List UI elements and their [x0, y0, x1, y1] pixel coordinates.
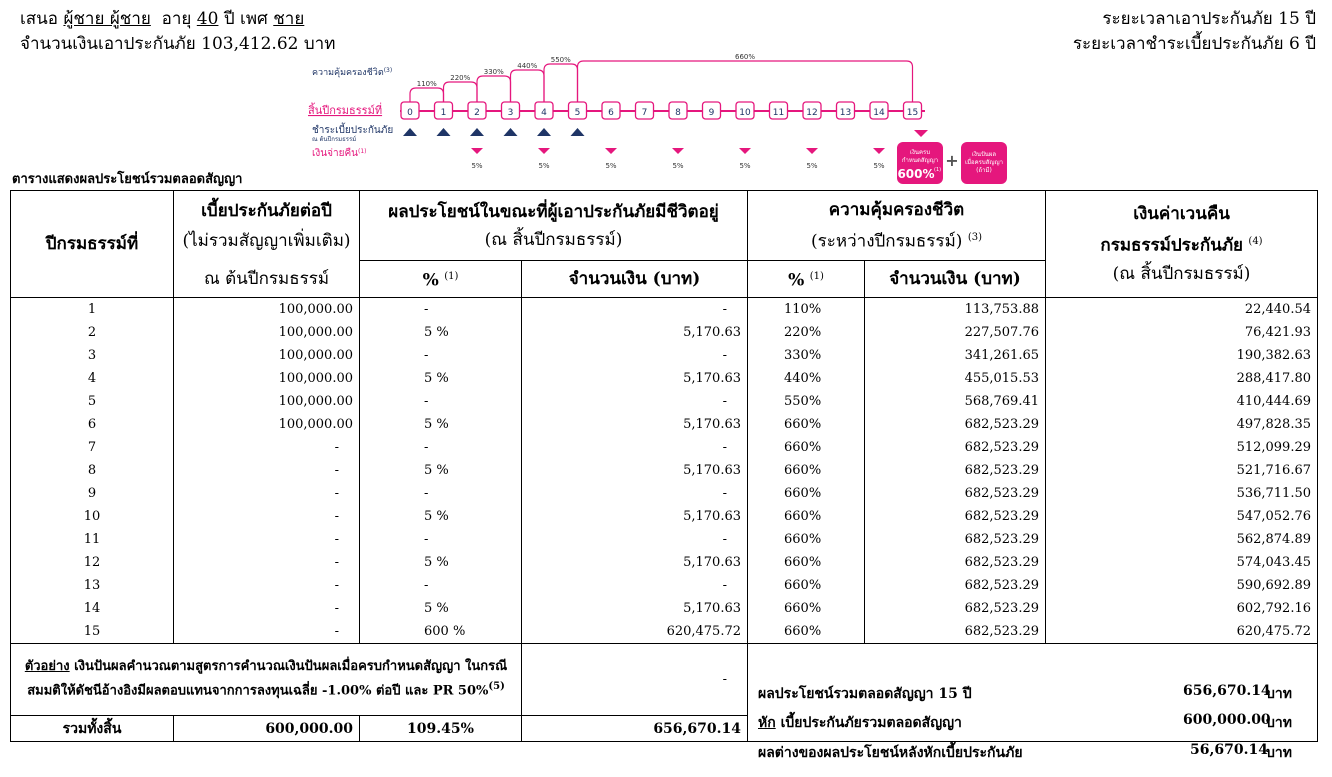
- cell-benefit-amount: 5,170.63: [522, 413, 748, 436]
- cell-year: 15: [11, 620, 174, 644]
- protection-arc: [410, 88, 444, 102]
- summary-line3-value: 56,670.14: [1190, 742, 1268, 758]
- year-label: 8: [675, 108, 681, 118]
- cell-year: 9: [11, 482, 174, 505]
- table-row: [11, 459, 1318, 482]
- table-row: [11, 528, 1318, 551]
- cell-benefit-amount: 5,170.63: [522, 321, 748, 344]
- cell-protection-amount: 113,753.88: [865, 298, 1046, 322]
- cell-protection-pct: 660%: [748, 528, 865, 551]
- protection-pct: 660%: [734, 53, 756, 61]
- cell-premium: -: [174, 528, 360, 551]
- cell-surrender-value: 547,052.76: [1046, 505, 1318, 528]
- cell-protection-pct: 660%: [748, 574, 865, 597]
- protection-pct: 110%: [416, 80, 437, 88]
- cell-protection-pct: 330%: [748, 344, 865, 367]
- cell-benefit-pct: -: [360, 574, 522, 597]
- table-row: [11, 597, 1318, 620]
- cell-surrender-value: 590,692.89: [1046, 574, 1318, 597]
- cashback-marker: [806, 148, 818, 154]
- summary-line2-unit: บาท: [1266, 715, 1292, 731]
- cell-premium: -: [174, 505, 360, 528]
- year-label: 6: [608, 108, 614, 118]
- maturity-line1: เงินครบ: [909, 149, 931, 156]
- table-row: [11, 367, 1318, 390]
- cell-year: 7: [11, 436, 174, 459]
- table-row: [11, 482, 1318, 505]
- cell-benefit-pct: 5 %: [360, 321, 522, 344]
- cell-benefit-pct: 5 %: [360, 551, 522, 574]
- cell-premium: 100,000.00: [174, 344, 360, 367]
- year-label: 4: [541, 108, 547, 118]
- year-label: 7: [641, 108, 648, 118]
- cell-year: 2: [11, 321, 174, 344]
- premium-marker: [571, 128, 585, 136]
- cell-premium: -: [174, 597, 360, 620]
- sum-insured: จำนวนเงินเอาประกันภัย 103,412.62 บาท: [20, 34, 336, 54]
- cell-surrender-value: 22,440.54: [1046, 298, 1318, 322]
- cell-year: 3: [11, 344, 174, 367]
- proposal-prefix: เสนอ: [20, 9, 59, 29]
- cell-premium: -: [174, 551, 360, 574]
- cell-year: 11: [11, 528, 174, 551]
- cell-benefit-amount: -: [522, 528, 748, 551]
- protection-arc: [511, 70, 545, 102]
- protection-arc: [444, 82, 478, 102]
- premium-sub: ณ ต้นปีกรมธรรม์: [312, 136, 357, 143]
- cell-protection-pct: 550%: [748, 390, 865, 413]
- cell-premium: 100,000.00: [174, 321, 360, 344]
- cell-year: 10: [11, 505, 174, 528]
- header-benefit-amount: จำนวนเงิน (บาท): [522, 261, 748, 298]
- total-label: รวมทั้งสิ้น: [11, 716, 174, 742]
- insured-name: ผู้ชาย ผู้ชาย: [63, 9, 151, 29]
- header-surrender: เงินค่าเวนคืน กรมธรรม์ประกันภัย $^{(4)}$ (ณ สิ้นปีกรมธรรม์): [1046, 191, 1318, 298]
- cell-protection-pct: 660%: [748, 482, 865, 505]
- cell-protection-amount: 682,523.29: [865, 436, 1046, 459]
- year-label: 15: [906, 108, 919, 118]
- cell-benefit-pct: -: [360, 390, 522, 413]
- cell-year: 1: [11, 298, 174, 322]
- cell-surrender-value: 497,828.35: [1046, 413, 1318, 436]
- proposal-line: [20, 9, 304, 29]
- gender-label: ปี เพศ: [223, 9, 268, 29]
- table-row: [11, 390, 1318, 413]
- cell-benefit-pct: 5 %: [360, 505, 522, 528]
- cell-benefit-pct: 5 %: [360, 597, 522, 620]
- cell-surrender-value: 190,382.63: [1046, 344, 1318, 367]
- cell-protection-pct: 660%: [748, 551, 865, 574]
- cell-protection-pct: 660%: [748, 413, 865, 436]
- cell-year: 6: [11, 413, 174, 436]
- premium-marker: [437, 128, 451, 136]
- summary-line3-label: ผลต่างของผลประโยชน์หลังหักเบี้ยประกันภัย: [758, 745, 1023, 761]
- cell-premium: 100,000.00: [174, 390, 360, 413]
- header-protection: ความคุ้มครองชีวิต (ระหว่างปีกรมธรรม์) $^{(3)}$: [748, 191, 1046, 261]
- table-row: [11, 413, 1318, 436]
- header-living-benefit: ผลประโยชน์ในขณะที่ผู้เอาประกันภัยมีชีวิตอยู่ (ณ สิ้นปีกรมธรรม์): [360, 191, 748, 261]
- cell-protection-pct: 110%: [748, 298, 865, 322]
- cell-benefit-pct: 5 %: [360, 367, 522, 390]
- cell-benefit-pct: 5 %: [360, 413, 522, 436]
- cell-protection-amount: 682,523.29: [865, 413, 1046, 436]
- cell-protection-pct: 660%: [748, 436, 865, 459]
- protection-arc: [578, 61, 913, 102]
- cell-benefit-amount: -: [522, 482, 748, 505]
- year-label: 2: [474, 108, 480, 118]
- age-label: อายุ: [161, 9, 192, 29]
- year-label: 5: [574, 108, 581, 118]
- table-row: [11, 505, 1318, 528]
- summary-line3-unit: บาท: [1266, 745, 1292, 761]
- dividend-line3: (ถ้ามี): [976, 167, 992, 174]
- cell-benefit-pct: -: [360, 436, 522, 459]
- cell-benefit-pct: -: [360, 528, 522, 551]
- premium-label: ชำระเบี้ยประกันภัย: [312, 125, 394, 136]
- summary-line2-label: หัก เบี้ยประกันภัยรวมตลอดสัญญา: [758, 715, 962, 731]
- cell-premium: -: [174, 620, 360, 644]
- cell-protection-pct: 440%: [748, 367, 865, 390]
- cell-premium: -: [174, 482, 360, 505]
- cashback-marker: [471, 148, 483, 154]
- maturity-line2: กำหนดสัญญา: [901, 157, 939, 164]
- cell-protection-amount: 568,769.41: [865, 390, 1046, 413]
- year-label: 14: [873, 108, 885, 118]
- cell-benefit-pct: -: [360, 482, 522, 505]
- year-label: 10: [739, 108, 751, 118]
- table-row: [11, 436, 1318, 459]
- header-protection-pct: % $^{(1)}$: [748, 261, 865, 298]
- cell-benefit-amount: 5,170.63: [522, 505, 748, 528]
- protection-pct: 330%: [483, 68, 504, 76]
- cell-benefit-amount: 5,170.63: [522, 597, 748, 620]
- cell-premium: 100,000.00: [174, 413, 360, 436]
- cell-protection-amount: 455,015.53: [865, 367, 1046, 390]
- premium-marker: [403, 128, 417, 136]
- premium-marker: [470, 128, 484, 136]
- cell-benefit-amount: -: [522, 298, 748, 322]
- cell-benefit-amount: -: [522, 344, 748, 367]
- cell-year: 14: [11, 597, 174, 620]
- cell-protection-amount: 682,523.29: [865, 528, 1046, 551]
- cell-premium: 100,000.00: [174, 367, 360, 390]
- cell-protection-amount: 682,523.29: [865, 505, 1046, 528]
- protection-arc: [544, 64, 578, 102]
- cashback-marker: [672, 148, 684, 154]
- cell-surrender-value: 521,716.67: [1046, 459, 1318, 482]
- year-label: 9: [708, 108, 715, 118]
- year-label: 13: [839, 108, 852, 118]
- cell-protection-pct: 660%: [748, 597, 865, 620]
- summary-line1-value: 656,670.14: [1183, 683, 1271, 699]
- cell-benefit-pct: -: [360, 298, 522, 322]
- cell-year: 13: [11, 574, 174, 597]
- cell-benefit-amount: 5,170.63: [522, 551, 748, 574]
- cashback-label: เงินจ่ายคืน$^{(1)}$: [312, 148, 367, 159]
- cell-surrender-value: 602,792.16: [1046, 597, 1318, 620]
- maturity-marker: [914, 130, 928, 137]
- summary-line2-value: 600,000.00: [1183, 712, 1271, 728]
- cell-protection-amount: 682,523.29: [865, 597, 1046, 620]
- year-label: 0: [407, 108, 413, 118]
- premium-marker: [504, 128, 518, 136]
- cell-surrender-value: 562,874.89: [1046, 528, 1318, 551]
- cell-surrender-value: 512,099.29: [1046, 436, 1318, 459]
- cashback-pct: 5%: [538, 162, 550, 170]
- cell-surrender-value: 620,475.72: [1046, 620, 1318, 644]
- gender-value: ชาย: [273, 9, 305, 29]
- cell-year: 5: [11, 390, 174, 413]
- summary-line1-unit: บาท: [1266, 686, 1292, 702]
- cell-protection-amount: 227,507.76: [865, 321, 1046, 344]
- cashback-marker: [873, 148, 885, 154]
- cell-benefit-pct: 600 %: [360, 620, 522, 644]
- total-pct: 109.45%: [360, 716, 522, 742]
- cell-premium: -: [174, 574, 360, 597]
- cell-year: 12: [11, 551, 174, 574]
- year-label: 11: [772, 108, 785, 118]
- protection-arc: [477, 76, 511, 102]
- year-label: 3: [507, 108, 514, 118]
- cell-benefit-amount: 5,170.63: [522, 367, 748, 390]
- plus-sign: +: [945, 151, 959, 170]
- cell-surrender-value: 410,444.69: [1046, 390, 1318, 413]
- header-premium-sub: ณ ต้นปีกรมธรรม์: [174, 261, 360, 298]
- cell-benefit-amount: 5,170.63: [522, 459, 748, 482]
- cashback-pct: 5%: [672, 162, 684, 170]
- cashback-pct: 5%: [873, 162, 885, 170]
- cashback-pct: 5%: [739, 162, 751, 170]
- maturity-pct: 600%: [897, 167, 935, 181]
- dividend-line2: เมื่อครบสัญญา: [965, 159, 1003, 166]
- cell-premium: -: [174, 459, 360, 482]
- protection-pct: 220%: [450, 74, 471, 82]
- header-protection-amount: จำนวนเงิน (บาท): [865, 261, 1046, 298]
- cashback-pct: 5%: [806, 162, 818, 170]
- maturity-sup: (1): [934, 167, 942, 173]
- cell-surrender-value: 536,711.50: [1046, 482, 1318, 505]
- cell-year: 4: [11, 367, 174, 390]
- cell-protection-pct: 660%: [748, 459, 865, 482]
- cell-benefit-amount: 620,475.72: [522, 620, 748, 644]
- cell-protection-amount: 682,523.29: [865, 551, 1046, 574]
- example-value: -: [522, 644, 748, 716]
- year-label: 12: [806, 108, 818, 118]
- table-row: [11, 620, 1318, 644]
- cell-protection-amount: 682,523.29: [865, 574, 1046, 597]
- cell-benefit-amount: -: [522, 436, 748, 459]
- cell-protection-pct: 660%: [748, 620, 865, 644]
- year-end-label: สิ้นปีกรมธรรม์ที่: [308, 104, 383, 117]
- cell-surrender-value: 288,417.80: [1046, 367, 1318, 390]
- payment-period: ระยะเวลาชำระเบี้ยประกันภัย 6 ปี: [1072, 34, 1316, 54]
- cell-year: 8: [11, 459, 174, 482]
- benefit-diagram: [300, 53, 1015, 190]
- cell-protection-amount: 682,523.29: [865, 620, 1046, 644]
- cell-premium: 100,000.00: [174, 298, 360, 322]
- header-year: ปีกรมธรรม์ที่: [11, 191, 174, 298]
- cell-protection-amount: 341,261.65: [865, 344, 1046, 367]
- header-premium: เบี้ยประกันภัยต่อปี (ไม่รวมสัญญาเพิ่มเติม): [174, 191, 360, 261]
- table-row: [11, 551, 1318, 574]
- protection-label: ความคุ้มครองชีวิต$^{(3)}$: [312, 67, 393, 78]
- cell-premium: -: [174, 436, 360, 459]
- cell-surrender-value: 574,043.45: [1046, 551, 1318, 574]
- table-title: ตารางแสดงผลประโยชน์รวมตลอดสัญญา: [12, 172, 243, 187]
- cell-benefit-pct: 5 %: [360, 459, 522, 482]
- example-note: ตัวอย่าง เงินปันผลคำนวณตามสูตรการคำนวณเงินปันผลเมื่อครบกำหนดสัญญา ในกรณีสมมติให้ดัชนีอ้างอิงมีผลตอบแทนจากการลงทุนเฉลี่ย -1.00% ต่อปี และ PR 50%$^{(5)}$: [11, 644, 522, 716]
- cashback-pct: 5%: [471, 162, 483, 170]
- cell-benefit-pct: -: [360, 344, 522, 367]
- cashback-pct: 5%: [605, 162, 617, 170]
- coverage-period: ระยะเวลาเอาประกันภัย 15 ปี: [1102, 9, 1316, 29]
- cell-protection-pct: 220%: [748, 321, 865, 344]
- cell-protection-pct: 660%: [748, 505, 865, 528]
- table-row: [11, 298, 1318, 322]
- cashback-marker: [538, 148, 550, 154]
- cashback-marker: [739, 148, 751, 154]
- benefit-table: [10, 190, 1318, 742]
- cell-protection-amount: 682,523.29: [865, 482, 1046, 505]
- age-value: 40: [196, 9, 219, 29]
- header-benefit-pct: % $^{(1)}$: [360, 261, 522, 298]
- total-amount: 656,670.14: [522, 716, 748, 742]
- cell-protection-amount: 682,523.29: [865, 459, 1046, 482]
- protection-pct: 440%: [517, 62, 538, 70]
- table-row: [11, 321, 1318, 344]
- dividend-line1: เงินปันผล: [971, 151, 997, 158]
- cell-benefit-amount: -: [522, 574, 748, 597]
- year-label: 1: [440, 108, 447, 118]
- table-row: [11, 344, 1318, 367]
- premium-marker: [537, 128, 551, 136]
- total-premium: 600,000.00: [174, 716, 360, 742]
- summary-line1-label: ผลประโยชน์รวมตลอดสัญญา 15 ปี: [758, 686, 972, 702]
- cashback-marker: [605, 148, 617, 154]
- protection-pct: 550%: [550, 56, 571, 64]
- cell-benefit-amount: -: [522, 390, 748, 413]
- cell-surrender-value: 76,421.93: [1046, 321, 1318, 344]
- table-row: [11, 574, 1318, 597]
